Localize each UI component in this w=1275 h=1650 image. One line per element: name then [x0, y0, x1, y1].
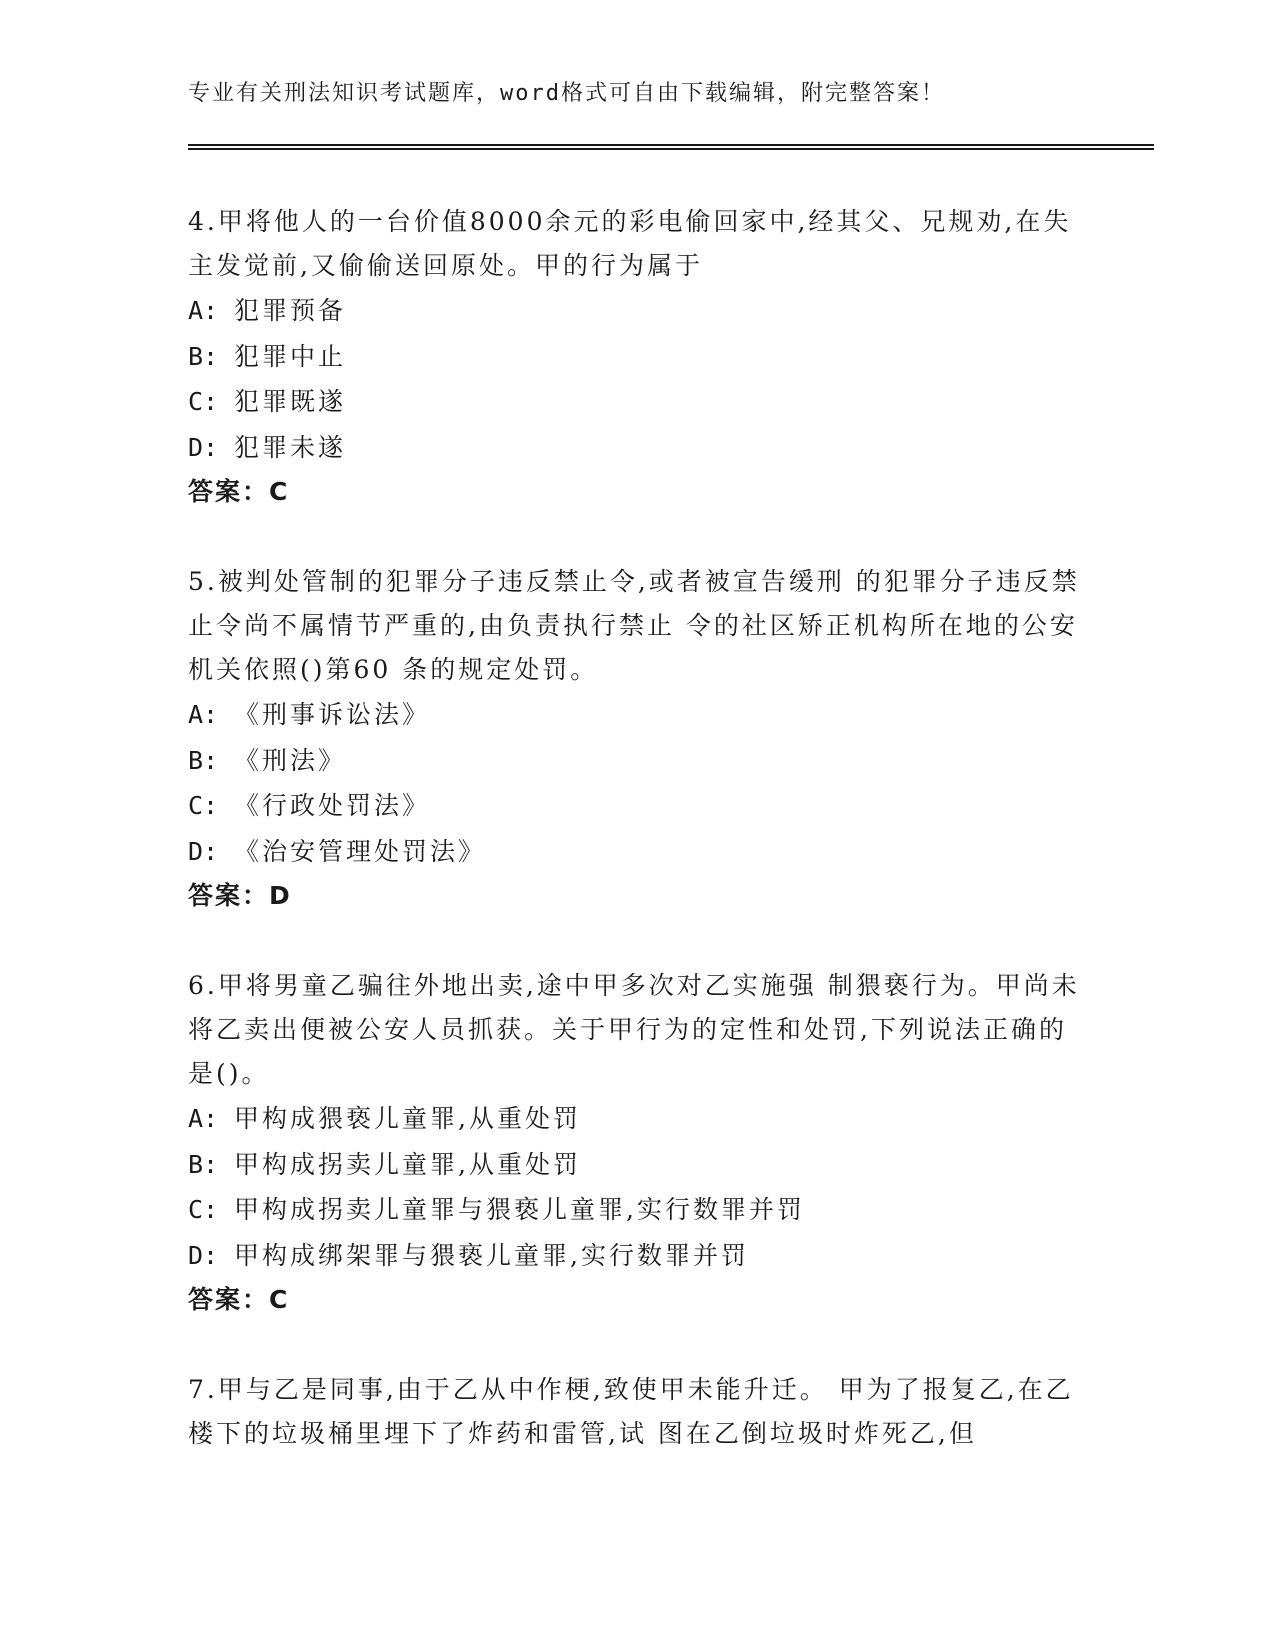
option-label: C:	[188, 387, 219, 416]
header-divider	[188, 144, 1154, 150]
question-7	[188, 1368, 1088, 1456]
option-b	[188, 1142, 1088, 1188]
option-label: A:	[188, 296, 219, 325]
header-text: 专业有关刑法知识考试题库，word格式可自由下载编辑，附完整答案！	[188, 81, 945, 106]
question-5	[188, 560, 1088, 918]
option-text: 《刑事诉讼法》	[234, 700, 431, 729]
option-label: B:	[188, 1149, 219, 1179]
option-label: D:	[188, 1240, 219, 1270]
option-label: A:	[188, 700, 219, 729]
option-text: 《刑法》	[234, 745, 347, 775]
option-b	[188, 738, 1088, 784]
option-a	[188, 1096, 1088, 1142]
option-text: 《行政处罚法》	[234, 791, 431, 820]
option-d	[188, 425, 1088, 471]
option-d	[188, 829, 1088, 875]
question-4	[188, 200, 1088, 514]
question-list	[188, 200, 1088, 1502]
option-c	[188, 379, 1088, 425]
question-stem: 6.甲将男童乙骗往外地出卖,途中甲多次对乙实施强 制猥亵行为。甲尚未将乙卖出便被公安人员抓获。关于甲行为的定性和处罚,下列说法正确的是()。	[188, 971, 1080, 1088]
option-text: 《治安管理处罚法》	[234, 836, 487, 866]
question-stem: 7.甲与乙是同事,由于乙从中作梗,致使甲未能升迁。 甲为了报复乙,在乙楼下的垃圾桶里埋下了炸药和雷管,试 图在乙倒垃圾时炸死乙,但	[188, 1375, 1074, 1448]
question-stem: 5.被判处管制的犯罪分子违反禁止令,或者被宣告缓刑 的犯罪分子违反禁止令尚不属情节严重的,由负责执行禁止 令的社区矫正机构所在地的公安机关依照()第60 条的规定处罚。	[188, 567, 1080, 684]
option-a	[188, 288, 1088, 334]
option-text: 犯罪预备	[234, 296, 347, 325]
option-c	[188, 1187, 1088, 1233]
answer-line: 答案：C	[188, 1285, 290, 1314]
question-6	[188, 964, 1088, 1322]
option-label: C:	[188, 1195, 219, 1224]
option-label: C:	[188, 791, 219, 820]
answer-line: 答案：D	[188, 881, 292, 910]
option-text: 犯罪未遂	[234, 432, 347, 462]
option-label: B:	[188, 745, 219, 775]
answer-line: 答案：C	[188, 477, 290, 506]
option-text: 甲构成猥亵儿童罪,从重处罚	[234, 1104, 581, 1133]
option-c	[188, 783, 1088, 829]
option-b	[188, 334, 1088, 380]
option-a	[188, 692, 1088, 738]
option-text: 犯罪中止	[234, 341, 347, 371]
option-label: A:	[188, 1104, 219, 1133]
option-text: 甲构成拐卖儿童罪与猥亵儿童罪,实行数罪并罚	[234, 1195, 805, 1224]
option-text: 甲构成拐卖儿童罪,从重处罚	[234, 1149, 581, 1179]
option-label: D:	[188, 836, 219, 866]
option-text: 甲构成绑架罪与猥亵儿童罪,实行数罪并罚	[234, 1240, 749, 1270]
option-label: B:	[188, 341, 219, 371]
option-text: 犯罪既遂	[234, 387, 347, 416]
option-label: D:	[188, 432, 219, 462]
question-stem: 4.甲将他人的一台价值8000余元的彩电偷回家中,经其父、兄规劝,在失主发觉前,又偷偷送回原处。甲的行为属于	[188, 207, 1072, 280]
option-d	[188, 1233, 1088, 1279]
